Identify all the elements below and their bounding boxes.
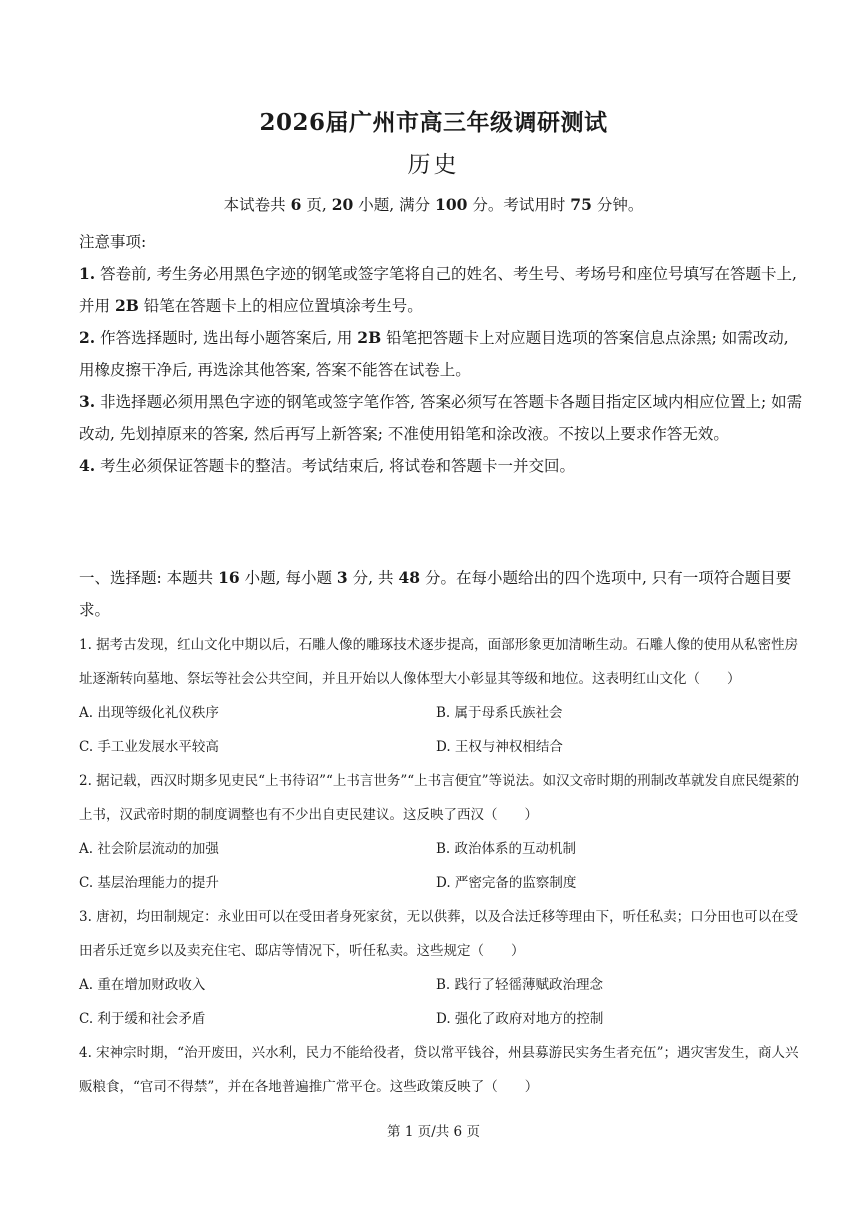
note-text: 铅笔把答题卡上对应题目选项的答案信息点涂黑; 如需改动, 用橡皮擦干净后, 再选涂其他答案, 答案不能答在试卷上。 xyxy=(79,329,789,379)
option-a: A. 重在增加财政收入 xyxy=(79,977,206,993)
note-3 xyxy=(79,386,809,450)
section-text: 分。在每小题给出的四个选项中, 只有一项符合题目要求。 xyxy=(79,569,792,619)
question-2 xyxy=(79,764,809,900)
question-3 xyxy=(79,900,809,1036)
note-text: 非选择题必须用黑色字迹的钢笔或签字笔作答, 答案必须写在答题卡各题目指定区域内相应位置上; 如需改动, 先划掉原来的答案, 然后再写上新答案; 不准使用铅笔和涂改液。不按以上要求作答无效。 xyxy=(79,393,803,443)
option-b: B. 政治体系的互动机制 xyxy=(436,841,577,857)
intro-time: 75 xyxy=(570,195,592,214)
intro-score: 100 xyxy=(435,195,468,214)
intro-pages: 6 xyxy=(290,195,302,214)
option-a: A. 社会阶层流动的加强 xyxy=(79,841,219,857)
option-c: C. 利于缓和社会矛盾 xyxy=(79,1011,206,1027)
intro-text: 分。考试用时 xyxy=(472,196,566,214)
note-text: 考生必须保证答题卡的整洁。考试结束后, 将试卷和答题卡一并交回。 xyxy=(100,457,575,475)
question-stem: 1. 据考古发现，红山文化中期以后，石雕人像的雕琢技术逐步提高，面部形象更加清晰生动。石雕人像的使用从私密性房址逐渐转向墓地、祭坛等社会公共空间，并且开始以人像体型大小彰显其等级和地位。这表明红山文化（ ） xyxy=(79,637,799,687)
option-b: B. 属于母系氏族社会 xyxy=(436,705,563,721)
question-list xyxy=(79,628,809,1104)
section-heading xyxy=(79,562,809,626)
intro-text: 本试卷共 xyxy=(223,196,286,214)
note-number: 1. xyxy=(79,264,96,283)
option-row xyxy=(79,1002,809,1036)
page-footer: 第 1 页/共 6 页 xyxy=(387,1124,480,1140)
intro-text: 分钟。 xyxy=(596,196,644,214)
option-c: C. 手工业发展水平较高 xyxy=(79,739,219,755)
intro-text: 页, xyxy=(306,196,327,214)
question-stem: 4. 宋神宗时期，“治开废田，兴水利，民力不能给役者，贷以常平钱谷，州县募游民实务生者充伍”；遇灾害发生，商人兴贩粮食，“官司不得禁”，并在各地普遍推广常平仓。这些政策反映了（ ） xyxy=(79,1045,799,1095)
option-row xyxy=(79,968,809,1002)
notes-heading: 注意事项: xyxy=(79,233,147,251)
note-bold: 2B xyxy=(114,296,139,315)
question-1 xyxy=(79,628,809,764)
note-4 xyxy=(79,450,809,482)
option-row xyxy=(79,866,809,900)
section-text: 一、选择题: 本题共 xyxy=(79,569,214,587)
question-4 xyxy=(79,1036,809,1104)
option-b: B. 践行了轻徭薄赋政治理念 xyxy=(436,977,604,993)
note-bold: 2B xyxy=(357,328,382,347)
option-d: D. 王权与神权相结合 xyxy=(436,739,563,755)
note-text: 铅笔在答题卡上的相应位置填涂考生号。 xyxy=(143,297,423,315)
intro-question-count: 20 xyxy=(331,195,354,214)
option-d: D. 严密完备的监察制度 xyxy=(436,875,577,891)
note-text: 作答选择题时, 选出每小题答案后, 用 xyxy=(100,329,353,347)
question-stem: 2. 据记载，西汉时期多见吏民“上书待诏”“上书言世务”“上书言便宜”等说法。如汉文帝时期的刑制改革就发自庶民缇萦的上书，汉武帝时期的制度调整也有不少出自吏民建议。这反映了西汉（ ） xyxy=(79,773,800,823)
section-text: 分, 共 xyxy=(352,569,394,587)
exam-notes xyxy=(79,226,809,482)
note-number: 3. xyxy=(79,392,96,411)
question-stem: 3. 唐初，均田制规定：永业田可以在受田者身死家贫，无以供葬，以及合法迁移等理由下，听任私卖；口分田也可以在受田者乐迁宽乡以及卖充住宅、邸店等情况下，听任私卖。这些规定（ ） xyxy=(79,909,799,959)
exam-subject: 历史 xyxy=(407,152,460,178)
note-number: 2. xyxy=(79,328,96,347)
section-points-each: 3 xyxy=(336,568,348,587)
option-a: A. 出现等级化礼仪秩序 xyxy=(79,705,219,721)
option-row xyxy=(79,832,809,866)
note-number: 4. xyxy=(79,456,96,475)
option-row xyxy=(79,696,809,730)
option-d: D. 强化了政府对地方的控制 xyxy=(436,1011,604,1027)
section-text: 小题, 每小题 xyxy=(244,569,332,587)
option-row xyxy=(79,730,809,764)
note-1 xyxy=(79,258,809,322)
note-text: 答卷前, 考生务必用黑色字迹的钢笔或签字笔将自己的姓名、考生号、考场号和座位号填写在答题卡上, 并用 xyxy=(79,265,797,315)
section-total: 48 xyxy=(398,568,421,587)
exam-title: 2026届广州市高三年级调研测试 xyxy=(259,109,608,136)
section-count: 16 xyxy=(218,568,240,587)
note-2 xyxy=(79,322,809,386)
intro-text: 小题, 满分 xyxy=(358,196,431,214)
exam-intro xyxy=(0,193,867,215)
option-c: C. 基层治理能力的提升 xyxy=(79,875,219,891)
